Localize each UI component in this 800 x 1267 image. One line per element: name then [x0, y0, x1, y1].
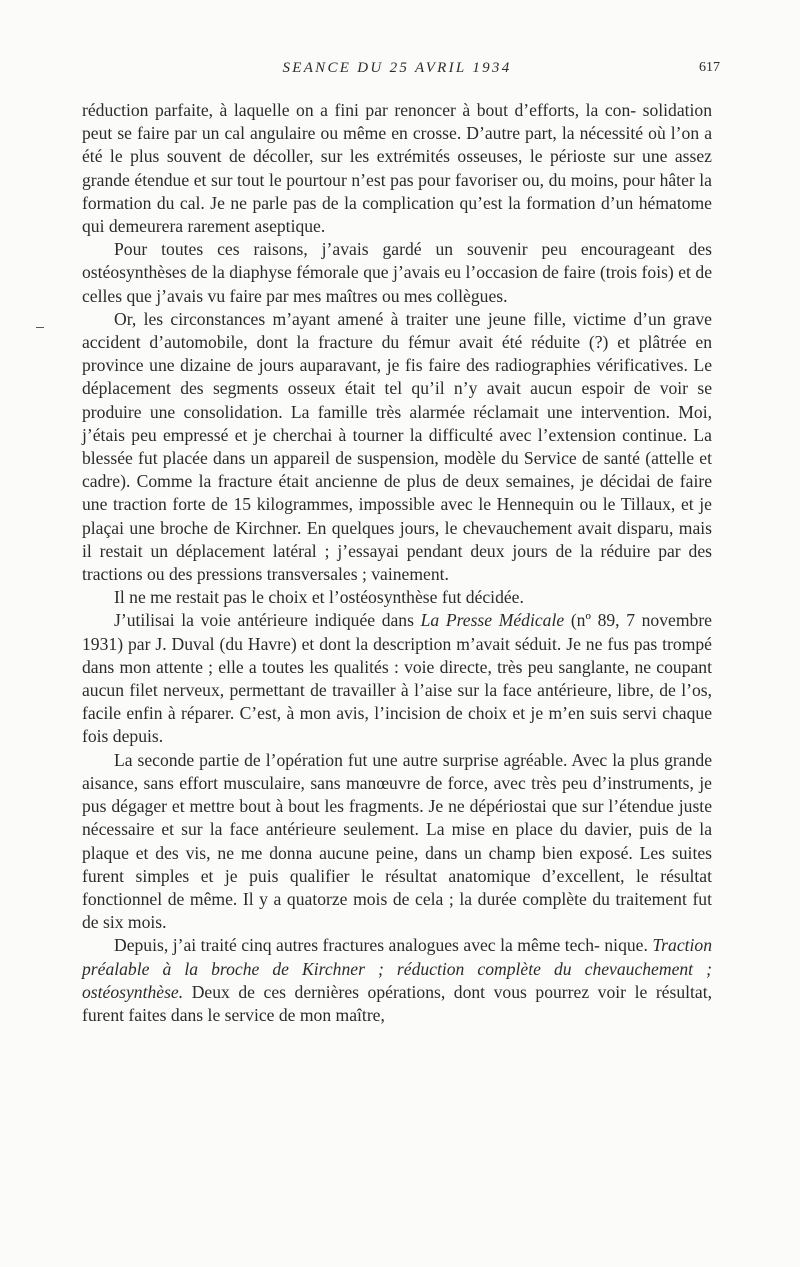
paragraph-7 [82, 934, 712, 1027]
paragraph-6 [82, 749, 712, 935]
italic-text: La Presse Médicale [420, 610, 565, 631]
page-header [82, 60, 720, 86]
text-run: Depuis, j’ai traité cinq autres fractures analogues avec la même tech- nique. [114, 935, 653, 956]
text-run: J’utilisai la voie antérieure indiquée dans [114, 610, 421, 631]
text-run: (nº 89, 7 novembre 1931) par J. Duval (du Havre) et dont la description m’avait séduit. Je ne fus pas trompé dans mon attente ; elle a toutes les qualités : voie directe, très peu sanglante, ne coupant aucun filet nerveux, permettant de travailler à l’aise sur la face antérieure, libre, de l’os, facile enfin à réparer. C’est, à mon avis, l’incision de choix et je m’en suis servi chaque fois depuis. [82, 610, 712, 747]
paragraph-1 [82, 99, 712, 238]
running-title: SEANCE DU 25 AVRIL 1934 [282, 60, 512, 76]
body-text [82, 99, 712, 1027]
text-run: Deux de ces dernières opérations, dont vous pourrez voir le résultat, furent faites dans le service de mon maître, [82, 981, 712, 1025]
margin-mark [36, 327, 44, 328]
italic-text: Traction préalable à la broche de Kirchner ; réduction complète du chevauchement ; ostéosynthèse. [82, 935, 712, 1002]
page-number: 617 [699, 60, 720, 75]
text-run: Il ne me restait pas le choix et l’ostéosynthèse fut décidée. [114, 587, 524, 608]
text-run: réduction parfaite, à laquelle on a fini par renoncer à bout d’efforts, la con- solidation peut se faire par un cal angulaire ou même en crosse. D’autre part, la nécessité où l’on a été le plus souvent de décoller, sur les extrémités osseuses, le périoste sur une assez grande étendue et sur tout le pourtour n’est pas pour favoriser ou, du moins, pour hâter la formation du cal. Je ne parle pas de la complication qu’est la formation d’un hématome qui demeurera rarement aseptique. [82, 100, 712, 237]
paragraph-5 [82, 609, 712, 748]
text-run: La seconde partie de l’opération fut une autre surprise agréable. Avec la plus grande aisance, sans effort musculaire, sans manœuvre de force, avec très peu d’instruments, je pus dégager et mettre bout à bout les fragments. Je ne dépériostai que sur l’étendue juste nécessaire et sur la face antérieure seulement. La mise en place du davier, puis de la plaque et des vis, ne me donna aucune peine, dans un champ bien exposé. Les suites furent simples et je puis qualifier le résultat anatomique d’excellent, le résultat fonctionnel de même. Il y a quatorze mois de cela ; la durée complète du traitement fut de six mois. [82, 749, 712, 933]
paragraph-3 [82, 308, 712, 586]
text-run: Pour toutes ces raisons, j’avais gardé un souvenir peu encourageant des ostéosynthèses de la diaphyse fémorale que j’avais eu l’occasion de faire (trois fois) et de celles que j’avais vu faire par mes maîtres ou mes collègues. [82, 239, 712, 306]
paragraph-2 [82, 238, 712, 308]
text-run: Or, les circonstances m’ayant amené à traiter une jeune fille, victime d’un grave accident d’automobile, dont la fracture du fémur avait été réduite (?) et plâtrée en province une dizaine de jours auparavant, je fis faire des radiographies vérificatives. Le déplacement des segments osseux était tel qu’il n’y avait aucun espoir de voir se produire une consolidation. La famille très alarmée réclamait une intervention. Moi, j’étais peu empressé et je cherchai à tourner la difficulté avec l’extension continue. La blessée fut placée dans un appareil de suspension, modèle du Service de santé (attelle et cadre). Comme la fracture était ancienne de plus de deux semaines, je décidai de faire une traction forte de 15 kilogrammes, impossible avec le Hennequin ou le Tillaux, et je plaçai une broche de Kirchner. En quelques jours, le chevauchement avait disparu, mais il restait un déplacement latéral ; j’essayai pendant deux jours de la réduire par des tractions ou des pressions transversales ; vainement. [82, 308, 712, 585]
paragraph-4 [82, 586, 712, 609]
